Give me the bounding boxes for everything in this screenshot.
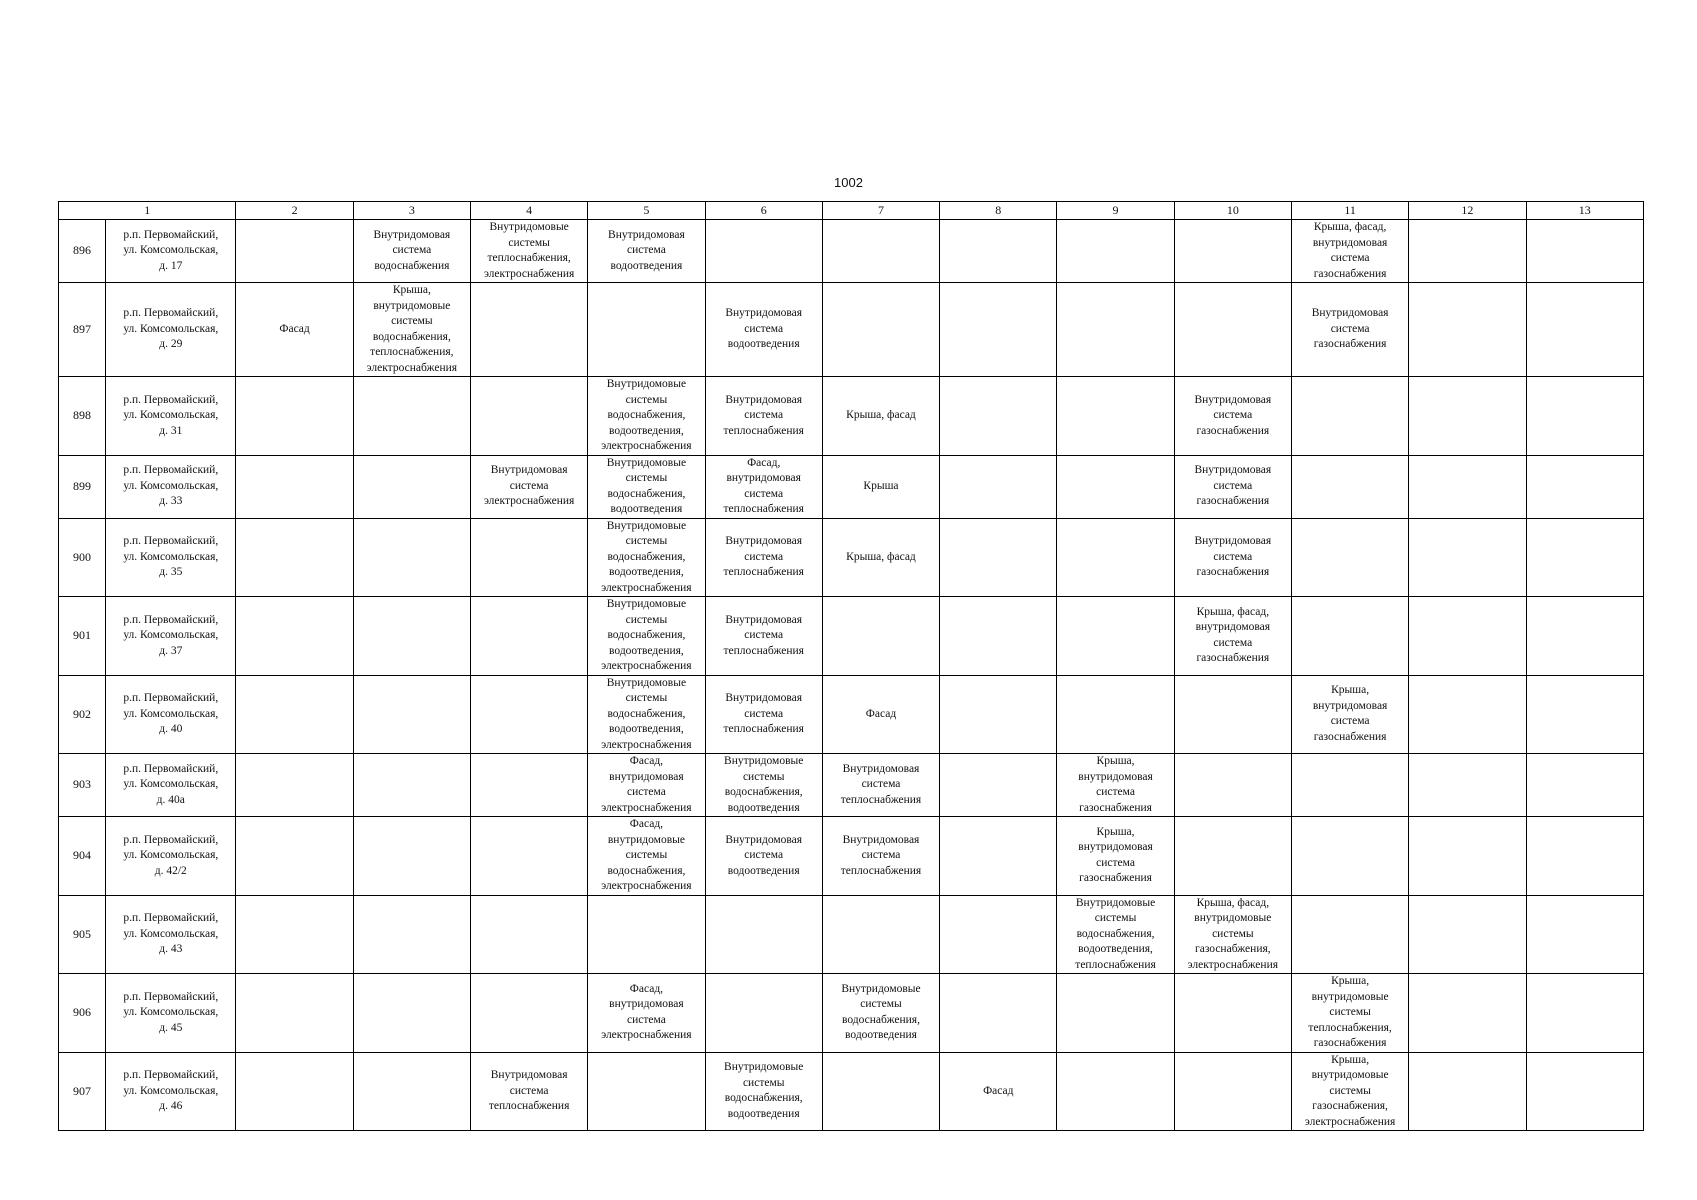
work-cell-col-13 (1526, 518, 1643, 597)
work-cell-col-12 (1409, 817, 1526, 896)
work-cell-col-3 (353, 1052, 470, 1131)
work-cell-col-6: Внутридомовая система теплоснабжения (705, 377, 822, 456)
table-row (59, 220, 1644, 283)
page-number: 1002 (834, 175, 863, 190)
work-cell-col-5: Фасад, внутридомовая система электроснабжения (588, 754, 705, 817)
work-cell-col-6: Внутридомовая система водоотведения (705, 283, 822, 377)
column-header: 6 (705, 202, 822, 220)
work-cell-col-9 (1057, 974, 1174, 1053)
work-cell-col-7: Крыша, фасад (822, 518, 939, 597)
address-cell: р.п. Первомайский, ул. Комсомольская, д. 43 (106, 895, 236, 974)
work-cell-col-7 (822, 1052, 939, 1131)
table-row (59, 283, 1644, 377)
work-cell-col-5: Внутридомовая система водоотведения (588, 220, 705, 283)
work-cell-col-8 (940, 377, 1057, 456)
work-cell-col-9 (1057, 377, 1174, 456)
work-cell-col-7 (822, 597, 939, 676)
table-row (59, 675, 1644, 754)
work-cell-col-9: Крыша, внутридомовая система газоснабжения (1057, 817, 1174, 896)
work-cell-col-3 (353, 455, 470, 518)
work-cell-col-3 (353, 974, 470, 1053)
row-number: 896 (59, 220, 106, 283)
work-cell-col-12 (1409, 754, 1526, 817)
table-row (59, 817, 1644, 896)
work-cell-col-9 (1057, 675, 1174, 754)
work-cell-col-10 (1174, 754, 1291, 817)
row-number: 906 (59, 974, 106, 1053)
work-cell-col-10: Крыша, фасад, внутридомовая система газоснабжения (1174, 597, 1291, 676)
work-cell-col-7: Крыша, фасад (822, 377, 939, 456)
column-header: 9 (1057, 202, 1174, 220)
work-cell-col-10: Внутридомовая система газоснабжения (1174, 518, 1291, 597)
table-row (59, 377, 1644, 456)
work-cell-col-10 (1174, 817, 1291, 896)
work-cell-col-7: Внутридомовые системы водоснабжения, водоотведения (822, 974, 939, 1053)
work-cell-col-10 (1174, 974, 1291, 1053)
work-cell-col-11 (1291, 754, 1408, 817)
work-cell-col-3 (353, 754, 470, 817)
work-cell-col-6: Фасад, внутридомовая система теплоснабжения (705, 455, 822, 518)
column-header: 2 (236, 202, 353, 220)
work-cell-col-10: Внутридомовая система газоснабжения (1174, 377, 1291, 456)
work-cell-col-3 (353, 377, 470, 456)
work-cell-col-9: Крыша, внутридомовая система газоснабжения (1057, 754, 1174, 817)
table-row (59, 518, 1644, 597)
address-cell: р.п. Первомайский, ул. Комсомольская, д. 33 (106, 455, 236, 518)
work-cell-col-4 (471, 754, 588, 817)
work-cell-col-10 (1174, 283, 1291, 377)
row-number: 900 (59, 518, 106, 597)
work-cell-col-13 (1526, 895, 1643, 974)
work-cell-col-8 (940, 675, 1057, 754)
work-cell-col-5: Фасад, внутридомовые системы водоснабжения, электроснабжения (588, 817, 705, 896)
row-number: 899 (59, 455, 106, 518)
address-cell: р.п. Первомайский, ул. Комсомольская, д. 17 (106, 220, 236, 283)
work-cell-col-5: Внутридомовые системы водоснабжения, водоотведения, электроснабжения (588, 377, 705, 456)
work-cell-col-13 (1526, 1052, 1643, 1131)
work-cell-col-9 (1057, 220, 1174, 283)
work-cell-col-10 (1174, 220, 1291, 283)
work-cell-col-3 (353, 597, 470, 676)
work-cell-col-11 (1291, 518, 1408, 597)
work-cell-col-3 (353, 518, 470, 597)
work-cell-col-7 (822, 220, 939, 283)
work-cell-col-8 (940, 220, 1057, 283)
column-header: 8 (940, 202, 1057, 220)
address-cell: р.п. Первомайский, ул. Комсомольская, д. 35 (106, 518, 236, 597)
work-cell-col-8: Фасад (940, 1052, 1057, 1131)
work-cell-col-13 (1526, 974, 1643, 1053)
work-cell-col-2 (236, 974, 353, 1053)
address-cell: р.п. Первомайский, ул. Комсомольская, д. 40 (106, 675, 236, 754)
work-cell-col-6: Внутридомовая система теплоснабжения (705, 675, 822, 754)
work-cell-col-12 (1409, 1052, 1526, 1131)
work-cell-col-9 (1057, 1052, 1174, 1131)
work-cell-col-8 (940, 455, 1057, 518)
work-cell-col-7: Фасад (822, 675, 939, 754)
work-cell-col-2 (236, 675, 353, 754)
work-cell-col-7: Крыша (822, 455, 939, 518)
column-header: 4 (471, 202, 588, 220)
work-cell-col-5: Внутридомовые системы водоснабжения, водоотведения, электроснабжения (588, 518, 705, 597)
work-cell-col-7 (822, 895, 939, 974)
address-cell: р.п. Первомайский, ул. Комсомольская, д. 42/2 (106, 817, 236, 896)
work-cell-col-8 (940, 754, 1057, 817)
work-cell-col-13 (1526, 597, 1643, 676)
work-cell-col-10: Внутридомовая система газоснабжения (1174, 455, 1291, 518)
work-cell-col-11: Внутридомовая система газоснабжения (1291, 283, 1408, 377)
address-cell: р.п. Первомайский, ул. Комсомольская, д. 29 (106, 283, 236, 377)
repair-schedule-table (58, 201, 1644, 1131)
address-cell: р.п. Первомайский, ул. Комсомольская, д. 46 (106, 1052, 236, 1131)
table-row (59, 455, 1644, 518)
work-cell-col-9 (1057, 518, 1174, 597)
work-cell-col-4 (471, 974, 588, 1053)
work-cell-col-4 (471, 895, 588, 974)
work-cell-col-8 (940, 283, 1057, 377)
work-cell-col-3 (353, 817, 470, 896)
work-cell-col-12 (1409, 455, 1526, 518)
work-cell-col-4 (471, 283, 588, 377)
work-cell-col-4 (471, 377, 588, 456)
work-cell-col-5 (588, 1052, 705, 1131)
work-cell-col-6 (705, 895, 822, 974)
work-cell-col-2 (236, 817, 353, 896)
column-header: 5 (588, 202, 705, 220)
column-header: 13 (1526, 202, 1643, 220)
work-cell-col-10 (1174, 675, 1291, 754)
work-cell-col-7: Внутридомовая система теплоснабжения (822, 754, 939, 817)
work-cell-col-11 (1291, 597, 1408, 676)
work-cell-col-3: Внутридомовая система водоснабжения (353, 220, 470, 283)
work-cell-col-11: Крыша, фасад, внутридомовая система газоснабжения (1291, 220, 1408, 283)
table-row (59, 1052, 1644, 1131)
work-cell-col-12 (1409, 974, 1526, 1053)
work-cell-col-13 (1526, 754, 1643, 817)
work-cell-col-2 (236, 597, 353, 676)
column-header: 10 (1174, 202, 1291, 220)
work-cell-col-8 (940, 518, 1057, 597)
row-number: 905 (59, 895, 106, 974)
work-cell-col-2 (236, 518, 353, 597)
work-cell-col-11 (1291, 455, 1408, 518)
work-cell-col-9 (1057, 283, 1174, 377)
work-cell-col-9: Внутридомовые системы водоснабжения, водоотведения, теплоснабжения (1057, 895, 1174, 974)
row-number: 897 (59, 283, 106, 377)
work-cell-col-11 (1291, 377, 1408, 456)
work-cell-col-2 (236, 377, 353, 456)
work-cell-col-12 (1409, 675, 1526, 754)
row-number: 907 (59, 1052, 106, 1131)
work-cell-col-6: Внутридомовые системы водоснабжения, водоотведения (705, 1052, 822, 1131)
column-header: 7 (822, 202, 939, 220)
work-cell-col-6: Внутридомовая система теплоснабжения (705, 518, 822, 597)
work-cell-col-4 (471, 597, 588, 676)
table-row (59, 754, 1644, 817)
work-cell-col-3: Крыша, внутридомовые системы водоснабжения, теплоснабжения, электроснабжения (353, 283, 470, 377)
work-cell-col-5: Внутридомовые системы водоснабжения, водоотведения, электроснабжения (588, 675, 705, 754)
work-cell-col-2 (236, 1052, 353, 1131)
table-body (59, 220, 1644, 1131)
work-cell-col-4 (471, 817, 588, 896)
work-cell-col-13 (1526, 455, 1643, 518)
work-cell-col-4 (471, 518, 588, 597)
work-cell-col-4 (471, 675, 588, 754)
work-cell-col-6: Внутридомовая система теплоснабжения (705, 597, 822, 676)
work-cell-col-10 (1174, 1052, 1291, 1131)
work-cell-col-12 (1409, 597, 1526, 676)
work-cell-col-4: Внутридомовая система электроснабжения (471, 455, 588, 518)
work-cell-col-8 (940, 817, 1057, 896)
work-cell-col-2 (236, 455, 353, 518)
address-cell: р.п. Первомайский, ул. Комсомольская, д. 31 (106, 377, 236, 456)
work-cell-col-11: Крыша, внутридомовая система газоснабжения (1291, 675, 1408, 754)
address-cell: р.п. Первомайский, ул. Комсомольская, д. 45 (106, 974, 236, 1053)
address-cell: р.п. Первомайский, ул. Комсомольская, д. 37 (106, 597, 236, 676)
work-cell-col-13 (1526, 377, 1643, 456)
work-cell-col-11: Крыша, внутридомовые системы газоснабжения, электроснабжения (1291, 1052, 1408, 1131)
work-cell-col-13 (1526, 817, 1643, 896)
work-cell-col-13 (1526, 675, 1643, 754)
row-number: 904 (59, 817, 106, 896)
work-cell-col-8 (940, 974, 1057, 1053)
work-cell-col-5: Внутридомовые системы водоснабжения, водоотведения, электроснабжения (588, 597, 705, 676)
work-cell-col-10: Крыша, фасад, внутридомовые системы газоснабжения, электроснабжения (1174, 895, 1291, 974)
work-cell-col-13 (1526, 220, 1643, 283)
column-header: 3 (353, 202, 470, 220)
work-cell-col-6: Внутридомовые системы водоснабжения, водоотведения (705, 754, 822, 817)
work-cell-col-2: Фасад (236, 283, 353, 377)
work-cell-col-3 (353, 895, 470, 974)
column-number-row (59, 202, 1644, 220)
work-cell-col-6 (705, 220, 822, 283)
column-header: 11 (1291, 202, 1408, 220)
column-header: 12 (1409, 202, 1526, 220)
work-cell-col-5 (588, 283, 705, 377)
work-cell-col-2 (236, 895, 353, 974)
work-cell-col-11 (1291, 895, 1408, 974)
work-cell-col-7: Внутридомовая система теплоснабжения (822, 817, 939, 896)
work-cell-col-12 (1409, 895, 1526, 974)
work-cell-col-7 (822, 283, 939, 377)
work-cell-col-12 (1409, 283, 1526, 377)
work-cell-col-5: Фасад, внутридомовая система электроснабжения (588, 974, 705, 1053)
work-cell-col-5 (588, 895, 705, 974)
work-cell-col-11: Крыша, внутридомовые системы теплоснабжения, газоснабжения (1291, 974, 1408, 1053)
work-cell-col-9 (1057, 455, 1174, 518)
work-cell-col-12 (1409, 518, 1526, 597)
work-cell-col-4: Внутридомовая система теплоснабжения (471, 1052, 588, 1131)
work-cell-col-4: Внутридомовые системы теплоснабжения, электроснабжения (471, 220, 588, 283)
column-header: 1 (59, 202, 236, 220)
address-cell: р.п. Первомайский, ул. Комсомольская, д. 40а (106, 754, 236, 817)
row-number: 903 (59, 754, 106, 817)
work-cell-col-6 (705, 974, 822, 1053)
work-cell-col-3 (353, 675, 470, 754)
table-row (59, 597, 1644, 676)
work-cell-col-8 (940, 597, 1057, 676)
work-cell-col-9 (1057, 597, 1174, 676)
work-cell-col-12 (1409, 220, 1526, 283)
work-cell-col-11 (1291, 817, 1408, 896)
work-cell-col-13 (1526, 283, 1643, 377)
work-cell-col-6: Внутридомовая система водоотведения (705, 817, 822, 896)
table-row (59, 974, 1644, 1053)
work-cell-col-5: Внутридомовые системы водоснабжения, водоотведения (588, 455, 705, 518)
work-cell-col-2 (236, 754, 353, 817)
work-cell-col-12 (1409, 377, 1526, 456)
table-row (59, 895, 1644, 974)
row-number: 898 (59, 377, 106, 456)
row-number: 901 (59, 597, 106, 676)
row-number: 902 (59, 675, 106, 754)
work-cell-col-8 (940, 895, 1057, 974)
work-cell-col-2 (236, 220, 353, 283)
